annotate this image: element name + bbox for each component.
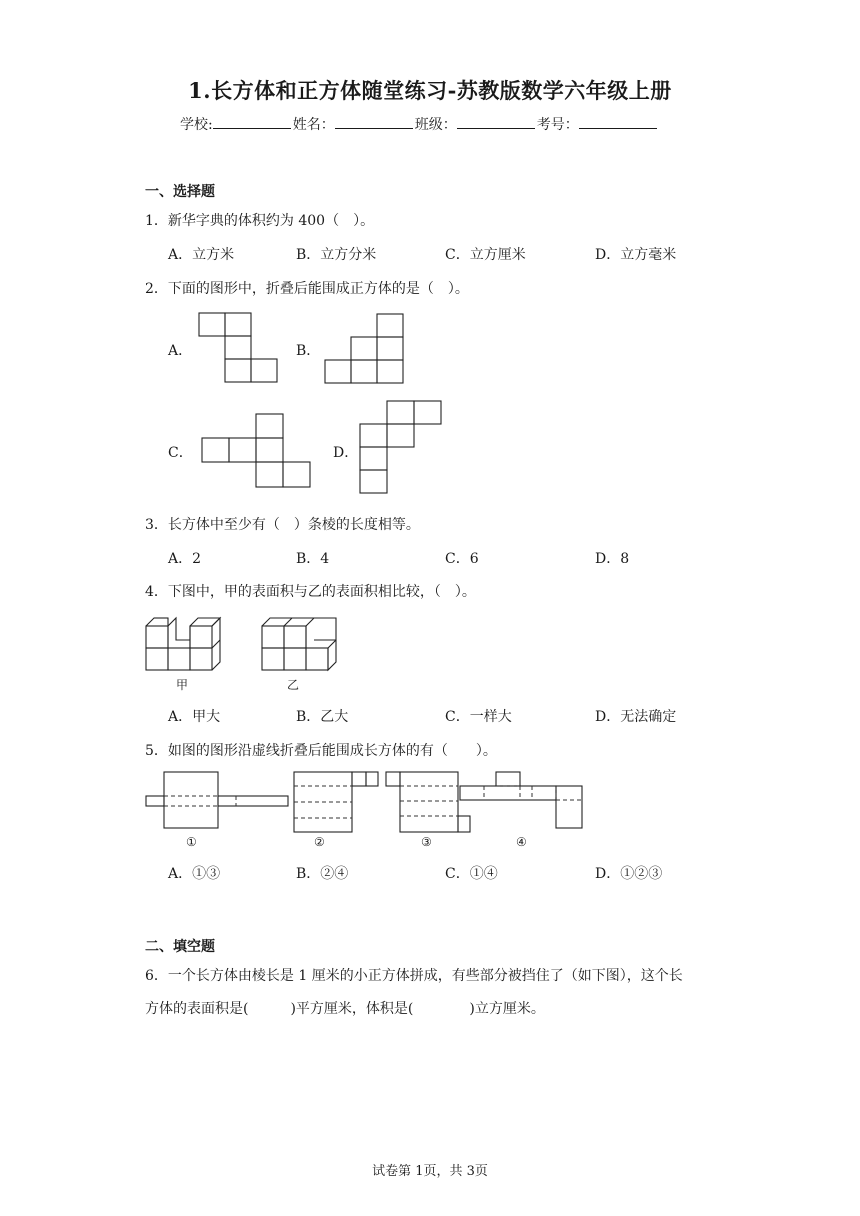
q4-option-c: C．一样大	[445, 709, 512, 725]
q2-label-a: A．	[168, 343, 193, 359]
question-6-line-1: 6．一个长方体由棱长是 1 厘米的小正方体拼成，有些部分被挡住了（如下图），这个长	[145, 968, 683, 984]
student-info-line	[180, 114, 659, 134]
q5-option-b: B．②④	[296, 866, 349, 882]
cuboid-net-4	[460, 772, 588, 832]
q1-option-b: B．立方分米	[296, 247, 377, 263]
q4-option-b: B．乙大	[296, 709, 349, 725]
solid-figure-jia	[146, 612, 236, 674]
cuboid-net-2	[294, 772, 384, 836]
exam-no-label: 考号：	[536, 117, 579, 133]
page-title: 1.长方体和正方体随堂练习-苏教版数学六年级上册	[188, 78, 672, 103]
caption-yi: 乙	[287, 678, 300, 692]
question-6-line-2: 方体的表面积是( )平方厘米，体积是( )立方厘米。	[145, 1001, 545, 1017]
question-1: 1．新华字典的体积约为 400（ ）。	[145, 213, 375, 229]
question-3: 3．长方体中至少有（ ）条棱的长度相等。	[145, 517, 420, 533]
q3-option-a: A．2	[168, 551, 202, 567]
q2-label-c: C．	[168, 445, 193, 461]
caption-net-1: ①	[186, 835, 197, 849]
question-4: 4．下图中，甲的表面积与乙的表面积相比较，（ ）。	[145, 584, 476, 600]
section-heading-fill: 二、填空题	[145, 939, 215, 955]
q4-option-a: A．甲大	[168, 709, 221, 725]
net-figure-c	[202, 414, 312, 490]
q2-label-d: D．	[333, 445, 359, 461]
net-figure-a	[199, 313, 279, 383]
net-figure-b	[325, 314, 405, 384]
solid-figure-yi	[262, 612, 352, 674]
q1-option-a: A．立方米	[168, 247, 235, 263]
net-figure-d	[360, 401, 442, 495]
cuboid-net-1	[146, 772, 291, 832]
name-blank[interactable]	[335, 116, 413, 129]
school-label: 学校:	[180, 117, 213, 133]
section-heading-choice: 一、选择题	[145, 184, 215, 200]
q3-option-b: B．4	[296, 551, 330, 567]
exam-no-blank[interactable]	[579, 116, 657, 129]
question-5: 5．如图的图形沿虚线折叠后能围成长方体的有（ ）。	[145, 743, 497, 759]
q2-label-b: B．	[296, 343, 321, 359]
question-2: 2．下面的图形中，折叠后能围成正方体的是（ ）。	[145, 281, 469, 297]
q3-option-c: C．6	[445, 551, 479, 567]
q5-option-c: C．①④	[445, 866, 498, 882]
q1-option-d: D．立方毫米	[595, 247, 677, 263]
q5-option-a: A．①③	[168, 866, 221, 882]
name-label: 姓名：	[292, 117, 335, 133]
caption-net-3: ③	[421, 835, 432, 849]
q5-option-d: D．①②③	[595, 866, 663, 882]
caption-net-4: ④	[516, 835, 527, 849]
school-blank[interactable]	[213, 116, 291, 129]
class-blank[interactable]	[457, 116, 535, 129]
caption-net-2: ②	[314, 835, 325, 849]
page-footer: 试卷第 1页，共 3页	[372, 1164, 488, 1179]
class-label: 班级：	[414, 117, 457, 133]
q1-option-c: C．立方厘米	[445, 247, 526, 263]
q4-option-d: D．无法确定	[595, 709, 677, 725]
caption-jia: 甲	[176, 678, 189, 692]
q3-option-d: D．8	[595, 551, 630, 567]
